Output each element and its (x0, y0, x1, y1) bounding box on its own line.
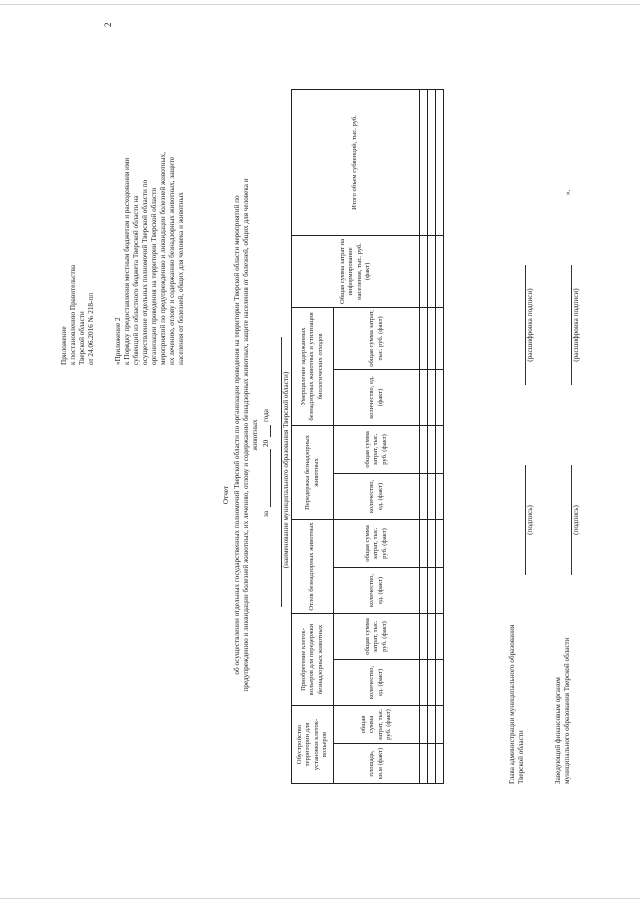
subheader-holding-count: количество, ед. (факт) (334, 473, 420, 519)
table-cell (420, 425, 428, 473)
table-cell (428, 567, 436, 613)
report-title: Отчет (222, 485, 230, 505)
table-cell (428, 519, 436, 567)
table-cell (428, 369, 436, 425)
table-cell (436, 89, 444, 235)
table-cell (428, 706, 436, 744)
table-cell (436, 235, 444, 307)
subheader-euthanasia-sum: общая сумма затрат, тыс. руб. (факт) (334, 307, 420, 369)
table-cell (420, 567, 428, 613)
table-cell (436, 744, 444, 784)
appendix2-line-8: населения от болезней, общих для человека и животных (177, 192, 185, 365)
appendix2-line-5: организации проведения на территории Тверской области (150, 187, 158, 365)
appendix-line-1: Приложение (60, 326, 68, 365)
table-cell (436, 307, 444, 369)
appendix2-line-4: осуществление отдельных полномочий Тверской области по (141, 179, 149, 365)
table-cell (428, 613, 436, 659)
period-suffix: года (262, 408, 270, 422)
period-blank-line (270, 449, 271, 507)
table-cell (420, 235, 428, 307)
header-informing: Общая сумма затрат на информирование населения, тыс. руб. (факт) (292, 235, 420, 307)
report-subtitle-2: предупреждению и ликвидации болезней животных, их лечению, отлову и содержанию безнадзорных животных, защите населения от болезней, общих для человека и (242, 178, 250, 692)
subheader-area: площадь, кв.м (факт) (334, 744, 420, 784)
period-year-line (270, 425, 271, 437)
finance-label-2: муниципального образования Тверской области (563, 637, 571, 784)
subheader-holding-sum: общая сумма затрат, тыс. руб. (факт) (334, 425, 420, 473)
subheader-capture-count: количество, ед. (факт) (334, 567, 420, 613)
appendix-line-4: от 24.06.2016 № 218-пп (87, 292, 95, 365)
header-holding: Передержка безнадзорных животных (292, 425, 334, 519)
finance-label-1: Заведующий финансовым органом (554, 677, 562, 784)
table-cell (436, 660, 444, 706)
period-year-prefix: 20 (262, 439, 270, 447)
appendix2-line-7: их лечению, отлову и содержанию безнадзорных животных, защите (168, 156, 176, 365)
appendix2-line-1: «Приложение 2 (114, 317, 122, 365)
table-cell (428, 744, 436, 784)
head-label-1: Глава администрации муниципального образования (508, 624, 516, 784)
table-cell (428, 89, 436, 235)
table-row (436, 89, 444, 783)
header-capture: Отлов безнадзорных животных (292, 519, 334, 613)
table-cell (420, 613, 428, 659)
table-cell (420, 744, 428, 784)
head-sign-caption: (подпись) (526, 505, 534, 535)
appendix-line-3: Тверской области (78, 311, 86, 365)
subheader-cages-sum: общая сумма затрат, тыс. руб. (факт) (334, 613, 420, 659)
table-cell (420, 706, 428, 744)
header-territory: Обустройство территории для установки клеток-вольеров (292, 706, 334, 784)
table-cell (420, 369, 428, 425)
finance-sign-caption: (подпись) (572, 505, 580, 535)
report-subtitle-3: животных (251, 419, 259, 451)
appendix2-line-2: к Порядку предоставления местным бюджетам и расходования ими (123, 157, 131, 365)
table-cell (420, 660, 428, 706)
municipality-caption: (наименование муниципального образования Тверской области) (282, 371, 290, 569)
table-cell (436, 613, 444, 659)
subheader-euthanasia-count: количество, ед. (факт) (334, 369, 420, 425)
table-cell (428, 660, 436, 706)
table-cell (428, 425, 436, 473)
report-subtitle-1: об осуществлении отдельных государственных полномочий Тверской области по организации проведения на территории Тверской области мероприятий по (233, 195, 241, 675)
period-prefix: за (262, 510, 270, 517)
table-cell (436, 369, 444, 425)
table-cell (428, 307, 436, 369)
header-total: Итого объем субвенций, тыс. руб. (292, 89, 420, 235)
page-number: 2 (103, 22, 113, 27)
table-cell (428, 235, 436, 307)
closing-quote: ». (564, 189, 572, 195)
table-row (428, 89, 436, 783)
table-cell (436, 519, 444, 567)
table-cell (436, 473, 444, 519)
appendix2-line-3: субвенций из областного бюджета Тверской области на (132, 195, 140, 365)
header-cages: Приобретение клеток-вольеров для передержки безнадзорных животных (292, 613, 334, 705)
appendix2-line-6: мероприятий по предупреждению и ликвидации болезней животных, (159, 152, 167, 365)
header-euthanasia: Умерщвление задержанных безнадзорных животных и утилизация биологических отходов (292, 307, 334, 425)
table-cell (436, 567, 444, 613)
table-cell (420, 473, 428, 519)
table-row (420, 89, 428, 783)
subheader-cages-count: количество, ед. (факт) (334, 660, 420, 706)
table-cell (420, 89, 428, 235)
table-cell (420, 307, 428, 369)
head-label-2: Тверской области (517, 730, 525, 784)
appendix-line-2: к постановлению Правительства (69, 264, 77, 365)
subheader-capture-sum: общая сумма затрат, тыс. руб. (факт) (334, 519, 420, 567)
report-table (291, 89, 444, 784)
table-cell (436, 425, 444, 473)
subheader-territory-sum: общая сумма затрат, тыс. руб. (факт) (334, 706, 420, 744)
table-cell (420, 519, 428, 567)
table-cell (428, 473, 436, 519)
table-cell (436, 706, 444, 744)
finance-decode-caption: (расшифровка подписи) (572, 288, 580, 362)
head-decode-caption: (расшифровка подписи) (526, 288, 534, 362)
